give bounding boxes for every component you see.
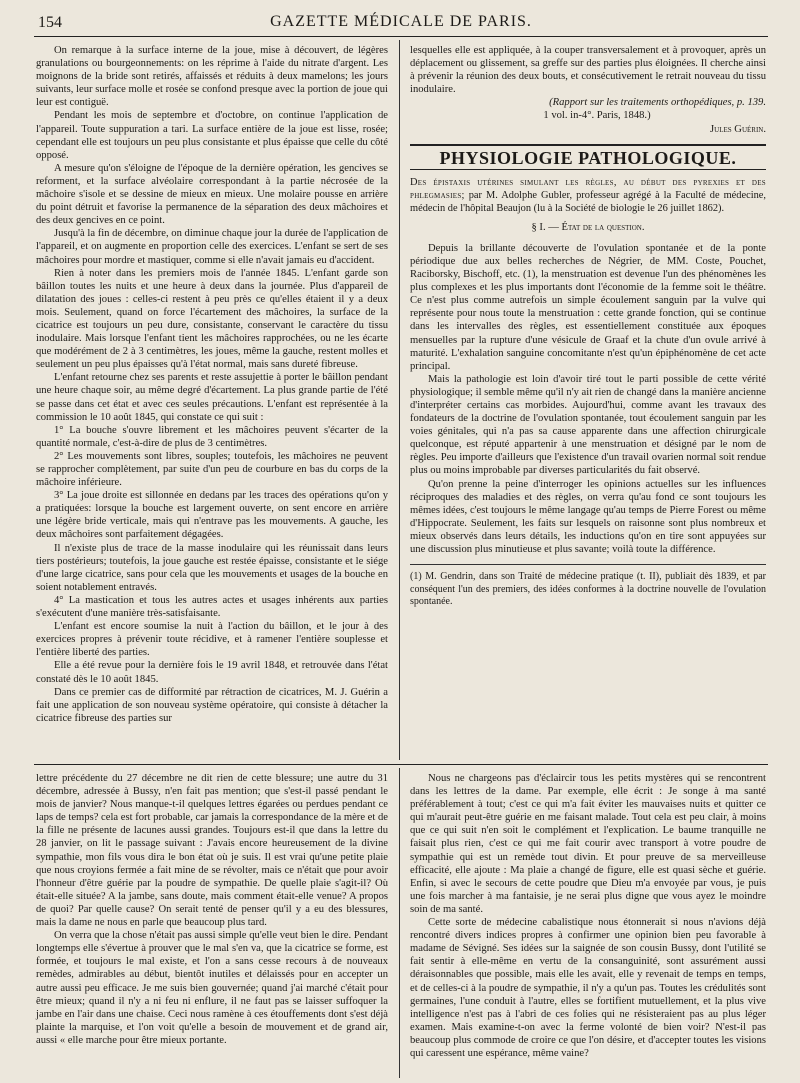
page-header [34, 10, 768, 37]
article-heading-title: Des épistaxis utérines simulant les règles, au début des pyrexies et des phlegmasies; [410, 176, 766, 201]
column-divider [399, 40, 400, 760]
section-heading: § I. — État de la question. [531, 221, 645, 233]
paragraph: Rien à noter dans les premiers mois de l'année 1845. L'enfant garde son bâillon toutes les nuits et une heure à deux dans la journée. Plus d'appareil de dilatation des joues : celles-ci restent à peu près ce qu'elles étaient il y a deux mois. Seulement, quand on force l'écartement des mâchoires, la surface de la cicatrice est toujours un peu dure, consistante, conservant le caractère du tissu inodulaire. Mais lorsque l'enfant tient les mâchoires rapprochées, ou ne les écarte que modérément de 2 à 3 centimètres, les joues, même la gauche, restent molles et seulement un peu plus épaisses qu'à l'état normal, mais sans dureté fibreuse. [36, 267, 388, 371]
horizontal-divider [34, 764, 768, 765]
article-heading [410, 176, 766, 215]
author-signature: Jules Guérin. [710, 123, 766, 135]
paragraph: On verra que la chose n'était pas aussi simple qu'elle veut bien le dire. Pendant longtemps elle s'évertue à prouver que le mal s'en va, que la cicatrice se forme, est formée, et toujours le mal existe, et l'on a sans cesse recours à de nouveaux remèdes, admirables au début, bientôt inutiles et délaissés pour en accepter un autre aussi peu efficace. Je me suis bien gouvernée; quand j'ai marché c'était pour être mieux; quand il n'y a ni feu ni enflure, il ne faut pas se laisser suffoquer la jambe en l'air dans une chaise. Ceci nous ramène à ces étouffements dont s'est déjà plainte la marquise, et l'on voit qu'elle a besoin de mouvement et de grand air, aussi « elle marche pour être mieux portante. [36, 930, 388, 1046]
report-reference-volume: 1 vol. in-4°. Paris, 1848.) [543, 110, 651, 122]
report-reference: (Rapport sur les traitements orthopédiques, p. 139. [549, 97, 766, 109]
feuilleton-right-column [410, 772, 766, 1078]
right-column [410, 44, 766, 760]
footnote: (1) M. Gendrin, dans son Traité de médecine pratique (t. II), publiait dès 1839, et par conséquent l'un des premiers, des idées conformes à la doctrine nouvelle de l'ovulation spontanée. [410, 571, 766, 607]
paragraph: Pendant les mois de septembre et d'octobre, on continue l'application de l'appareil. Toute suppuration a tari. La surface entière de la joue est lisse, rosée; cependant elle est toujours un peu plus consistante et plus épaisse que celle du côté opposé. [36, 110, 388, 161]
paragraph: Qu'on prenne la peine d'interroger les opinions actuelles sur les influences réciproques des maladies et des règles, on verra qu'au fond ce sont toujours les mêmes idées, c'est toujours le même langage qu'au temps de Pierre Forest ou même d'Hippocrate. Seulement, les faits sur lesquels on raisonne sont plus nombreux et mieux observés dans leurs détails, les inductions qu'on en tire sont appuyées sur une discussion plus minutieuse et plus savante; voilà toute la différence. [410, 478, 766, 555]
feuilleton-left-column [36, 772, 388, 1078]
paragraph: Jusqu'à la fin de décembre, on diminue chaque jour la durée de l'application de l'appareil, et on augmente en proportion celle des exercices. L'enfant se sert de ses mâchoires pour mordre et mastiquer, comme si elle n'avait jamais eu d'accident. [36, 228, 388, 266]
section-title: PHYSIOLOGIE PATHOLOGIQUE. [410, 144, 766, 170]
paragraph: L'enfant retourne chez ses parents et reste assujettie à porter le bâillon pendant une heure chaque soir, au même degré d'écartement. La plus grande partie de l'été se passe dans cet état et avec ces seules précautions. L'enfant est représentée à la commission le 10 août 1845, qui constate ce qui suit : [36, 372, 388, 423]
paragraph: Elle a été revue pour la dernière fois le 19 avril 1848, et retrouvée dans l'état constaté dès le 10 août 1845. [36, 660, 388, 685]
article-heading-author: par M. Adolphe Gubler, professeur agrégé à la Faculté de médecine, médecin de l'hôpital Beaujon (lu à la Société de biologie le 26 juillet 1862). [410, 189, 766, 214]
journal-title: GAZETTE MÉDICALE DE PARIS. [270, 13, 532, 30]
paragraph: On remarque à la surface interne de la joue, mise à découvert, de légères granulations ou bourgeonnements: on les réprime à l'aide du nitrate d'argent. Les moignons de la bride sont retirés, affaissés et réduits à deux mamelons; les jours suivants, leur surface molle et rosée se confond presque avec la portion de joue qui leur est contiguë. [36, 45, 388, 109]
paragraph: Nous ne chargeons pas d'éclaircir tous les petits mystères qui se rencontrent dans les lettres de la dame. Par exemple, elle écrit : Je songe à ma santé préférablement à tout; c'est ce qui m'a fait éviter les mauvaises nuits et quitter ce qui m'aurait peut-être guérie en me faisant malade. Tout cela est peu clair, à moins que ce qui suit n'en soit le complément et l'explication. Le baume tranquille ne faisait plus rien, c'est ce qui me fait courir avec transport à votre poudre de sympathie qui est un remède tout divin. Et pour preuve de sa merveilleuse efficacité, elle ajoute : Ma plaie a changé de figure, elle est quasi sèche et guérie. Enfin, si avec le secours de cette poudre que Dieu m'a envoyée par vous, je puis une fois marcher à ma fantaisie, je ne serai plus digne que vous ayez le moindre soin de ma santé. [410, 773, 766, 915]
paragraph: 3° La joue droite est sillonnée en dedans par les traces des opérations qu'on y a pratiquées: lorsque la bouche est largement ouverte, on sent encore en arrière une légère bride verticale, mais qui n'entrave pas les mouvements. A gauche, les deux mâchoires sont parfaitement dégagées. [36, 490, 388, 541]
column-divider-lower [399, 768, 400, 1078]
paragraph: Mais la pathologie est loin d'avoir tiré tout le parti possible de cette vérité physiologique; il semble même qu'il n'y ait rien de changé dans la manière ancienne d'interpréter certains cas morbides. Aujourd'hui, comme avant les travaux des fondateurs de la doctrine de l'ovulation spontanée, tout écoulement sanguin par les voies génitales, qui n'a pas sa cause apparente dans une affection chirurgicale quelconque, est réputé appartenir à une menstruation et désigné par le nom de règles. Peu importe d'ailleurs que l'existence d'un travail ovarien normal soit rendue plus ou moins improbable par diverses particularités du fait observé. [410, 373, 766, 477]
paragraph: Cette sorte de médecine cabalistique nous étonnerait si nous n'avions déjà rencontré divers indices propres à confirmer une opinion bien peu favorable à madame de Sévigné. Ses idées sur la saignée de son cousin Bussy, dont l'utilité se fait sentir à elle-même en vertu de la consanguinité, sont assurément aussi déraisonnables que possible, mais elle les avait, elle y revenait de temps en temps, et de celles-ci à la poudre de sympathie, il n'y a qu'un pas. Toutes les crédulités sont germaines, l'une conduit à l'autre, elles se fortifient mutuellement, et la plus vive intelligence n'est pas à l'abri de ces folies qui ne résisteraient pas au plus léger examen. Mais examine-t-on avec la ferme volonté de bien voir? N'est-il pas beaucoup plus commode de croire ce que l'on désire, et d'accepter toutes les visions qui caressent une espérance, même vaine? [410, 917, 766, 1059]
continuation-text: lesquelles elle est appliquée, à la couper transversalement et à provoquer, après un déplacement ou glissement, sa greffe sur des parties plus éloignées. Il cherche ainsi à prévenir la réunion des deux bouts, et consécutivement le retrait nouveau du tissu inodulaire. [410, 45, 766, 96]
footnote-rule [410, 564, 766, 565]
paragraph: lettre précédente du 27 décembre ne dit rien de cette blessure; une autre du 31 décembre, adressée à Bussy, n'en fait pas mention; que s'est-il passé pendant le mois de janvier? Nous manque-t-il quelques lettres égarées ou perdues pendant ce laps de temps? cela est fort probable, car jamais la correspondance de la mère et de la fille ne présente de lacunes aussi grandes. Toujours est-il que dans la lettre du 28 janvier, on lit le passage suivant : J'avais encore heureusement de la divine sympathie, mon fils vous dira le bon état où je suis. Il est vrai qu'une petite plaie que nous croyions fermée a fait mine de se révolter, mais ce n'était que pour avoir l'honneur d'être guérie par la poudre de sympathie. De quelle plaie s'agit-il? Où était-elle située? A la jambe, sans doute, mais comment était-elle venue? A propos de quoi? Par quelle cause? On serait tenté de penser qu'il y a eu des blessures, mais la dame ne nous en parle que beaucoup plus tard. [36, 773, 388, 929]
paragraph: Dans ce premier cas de difformité par rétraction de cicatrices, M. J. Guérin a fait une application de son nouveau système opératoire, qui consiste à détacher la cicatrice fibreuse des parties sur [36, 686, 388, 724]
page-number: 154 [38, 14, 62, 31]
paragraph: Depuis la brillante découverte de l'ovulation spontanée et de la ponte périodique due aux belles recherches de Négrier, de MM. Coste, Pouchet, Raciborsky, Bischoff, etc. (1), la menstruation est devenue l'un des phénomènes les plus complexes et les plus importants dont l'économie de la femme soit le théâtre. Ce n'est plus comme autrefois un simple écoulement sanguin par la vulve qui représente pour nous toute la menstruation : cette grande fonction, qui se continue dans les intervalles des règles, est essentiellement constituée aux époques mensuelles par la rupture d'une vésicule de Graaf et la chute d'un ovule arrivé à maturité. L'exhalation sanguine concomitante n'est qu'un épiphénomène de cet acte principal. [410, 242, 766, 372]
paragraph: 1° La bouche s'ouvre librement et les mâchoires peuvent s'écarter de la quantité normale, c'est-à-dire de plus de 3 centimètres. [36, 424, 388, 449]
paragraph: Il n'existe plus de trace de la masse inodulaire qui les réunissait dans leurs tiers postérieurs; toutefois, la joue gauche est restée épaisse, consistante et le siége d'une large cicatrice, sans pour cela que les mouvements et usages de la bouche en soient notablement entravés. [36, 542, 388, 593]
article-body [410, 242, 766, 556]
left-column [36, 44, 388, 756]
paragraph: L'enfant est encore soumise la nuit à l'action du bâillon, et le jour à des exercices propres à prévenir toute récidive, et à ramener l'entière souplesse et l'entière liberté des parties. [36, 621, 388, 659]
paragraph: A mesure qu'on s'éloigne de l'époque de la dernière opération, les gencives se reforment, et la surface alvéolaire correspondant à la partie nécrosée de la mâchoire s'isole et se dessine de mieux en mieux. Une molaire pousse en arrière du point détruit et favorise la permanence de la séparation des deux mâchoires et des deux gencives en ce point. [36, 162, 388, 227]
paragraph: 2° Les mouvements sont libres, souples; toutefois, les mâchoires ne peuvent se rapprocher complètement, par suite d'un peu de courbure en bas du corps de la mâchoire inférieure. [36, 450, 388, 489]
paragraph: 4° La mastication et tous les autres actes et usages inhérents aux parties s'exécutent d'une manière très-satisfaisante. [36, 594, 388, 620]
